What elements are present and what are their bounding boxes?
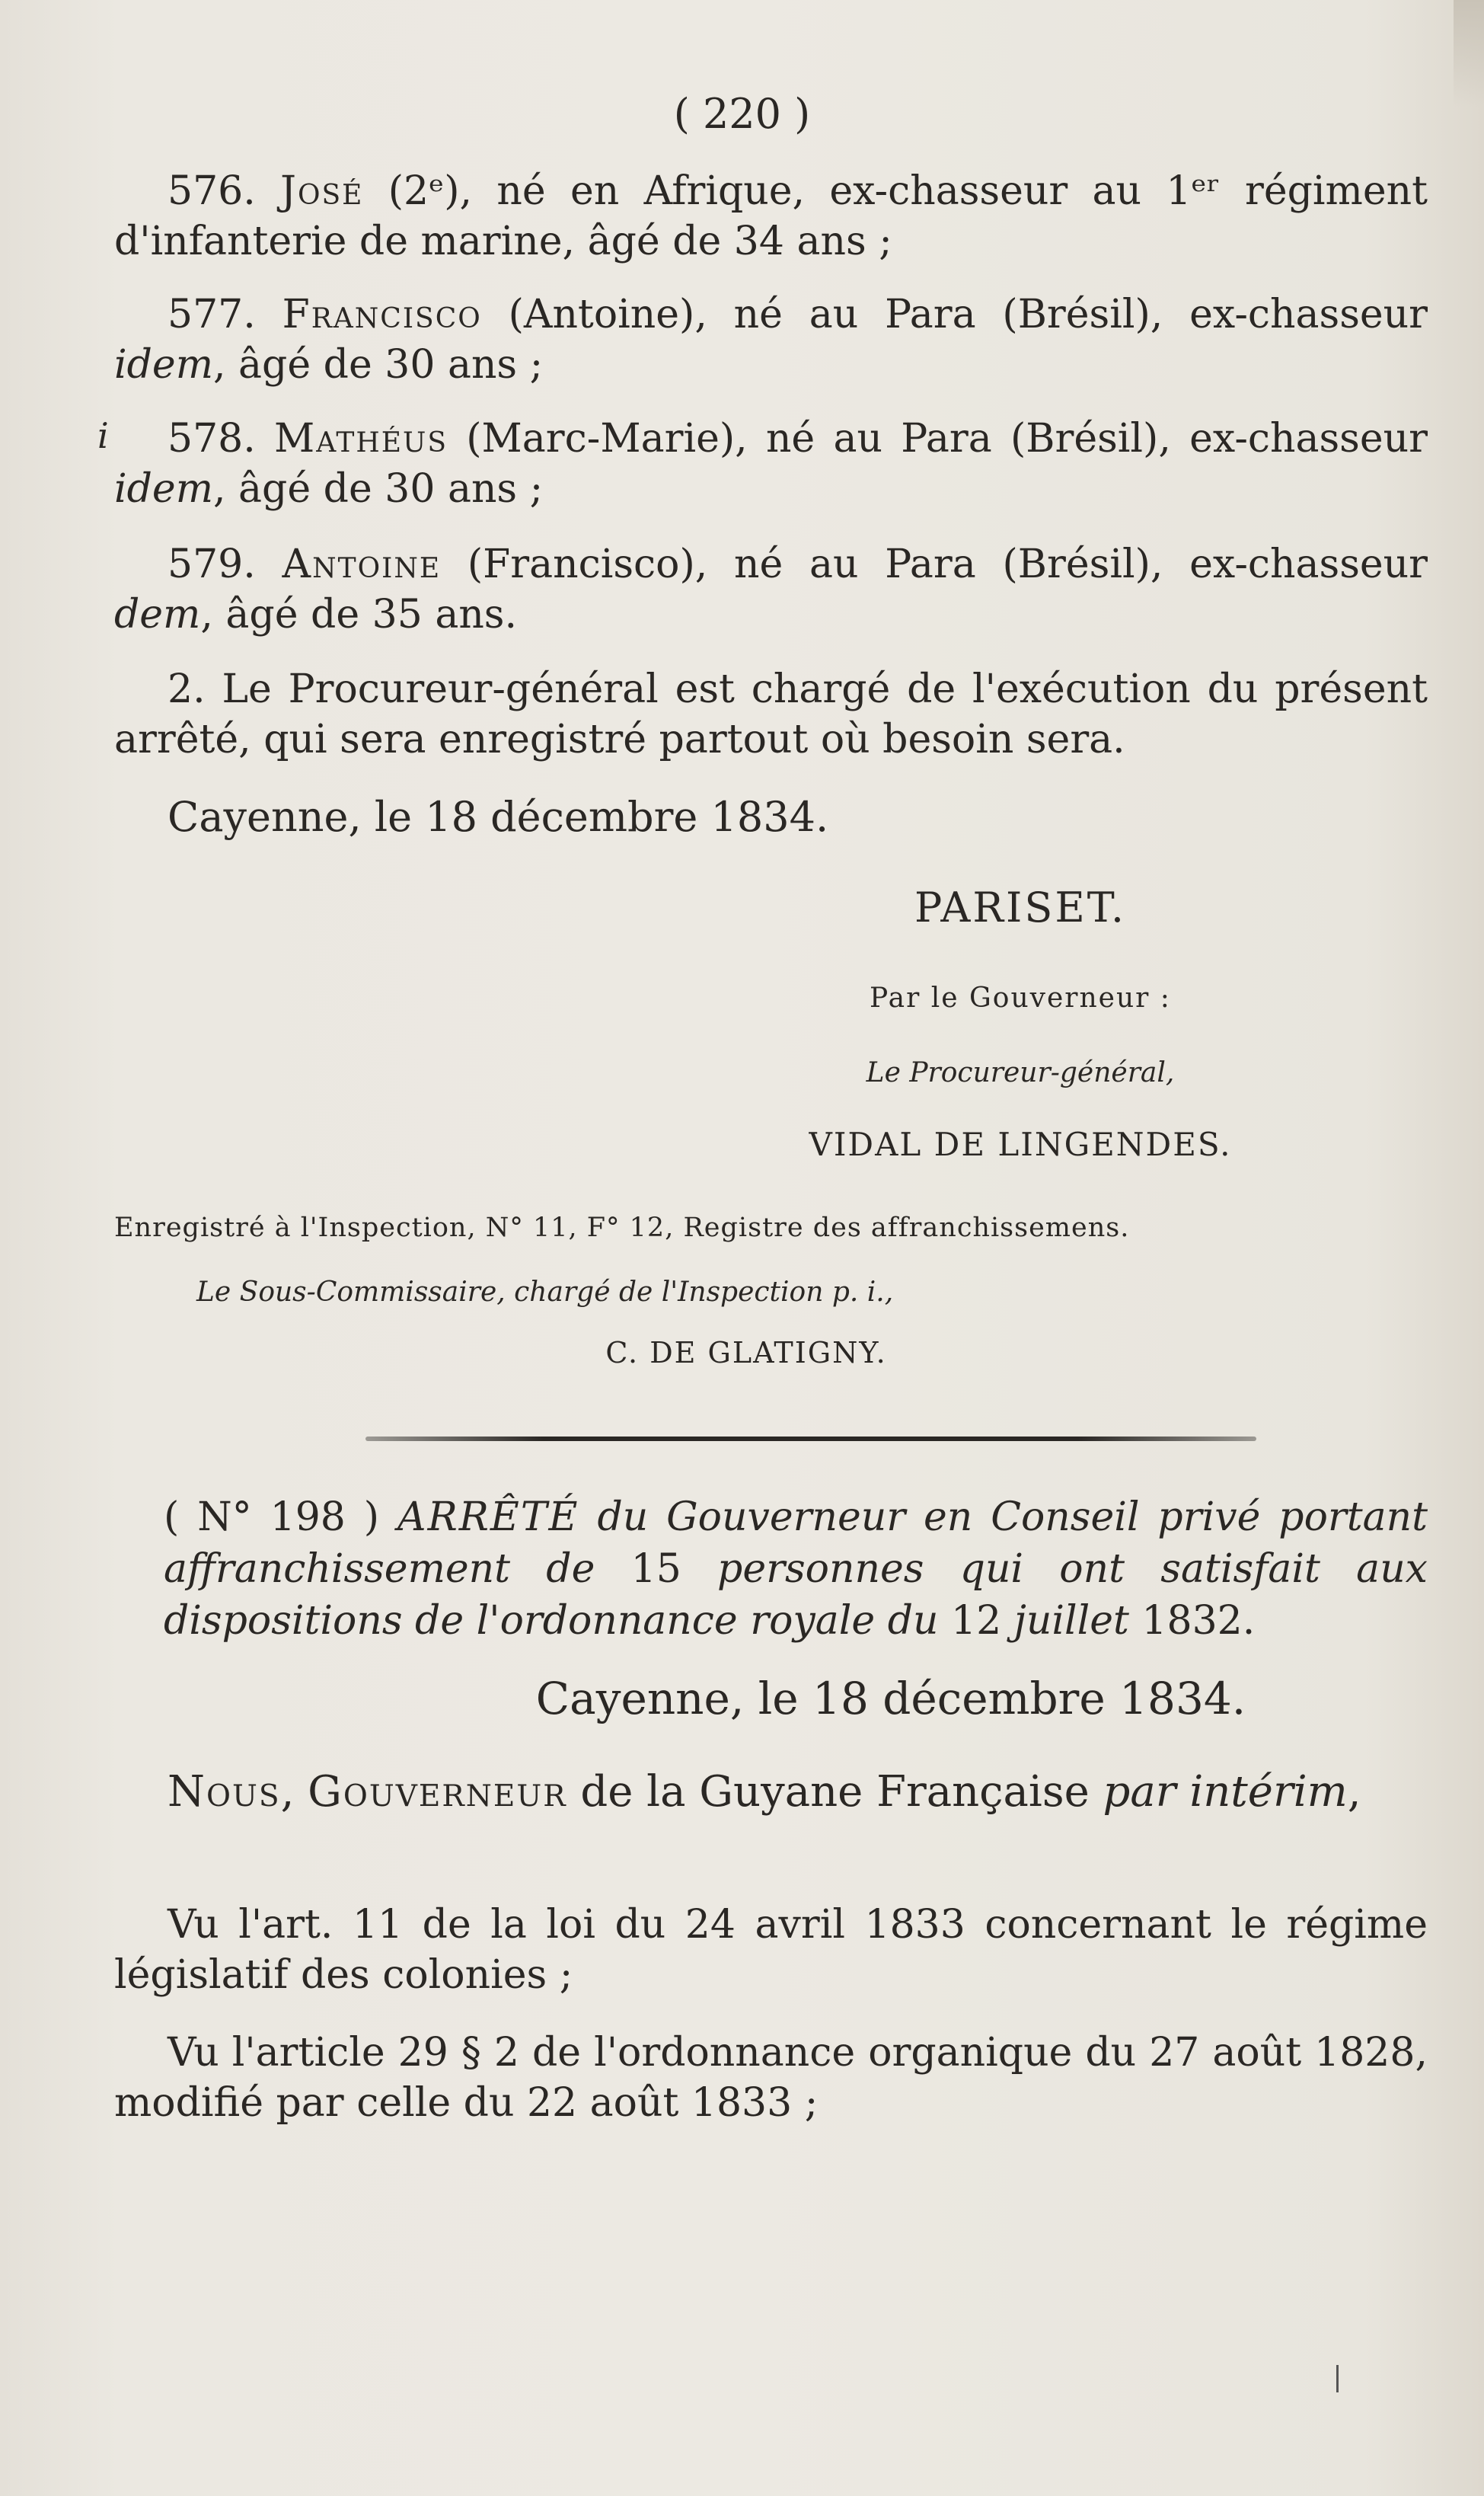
- entry-idem: dem: [114, 592, 201, 638]
- decree-year: 1832: [1141, 1598, 1243, 1644]
- sous-commissaire: Le Sous-Commissaire, chargé de l'Inspection p. i.,: [196, 1277, 894, 1308]
- margin-annotation: i: [97, 415, 109, 456]
- page-number: ( 220 ): [673, 90, 811, 138]
- article-2: 2. Le Procureur-général est chargé de l'exécution du présent arrêté, qui sera enregistré partout où besoin sera.: [114, 666, 1428, 762]
- decree-number: ( N° 198 ): [164, 1494, 380, 1540]
- par-le-gouverneur: Par le Gouverneur :: [870, 983, 1171, 1014]
- vu-paragraph-1: Vu l'art. 11 de la loi du 24 avril 1833 concernant le régime législatif des colonies ;: [114, 1902, 1428, 1998]
- entry-number: 576.: [168, 168, 256, 214]
- place-date-2: Cayenne, le 18 décembre 1834.: [535, 1673, 1246, 1724]
- decree-count: 15: [630, 1546, 681, 1592]
- entry-text-end: , âgé de 35 ans.: [200, 592, 518, 638]
- decree-heading: [164, 1491, 1428, 1647]
- entry-577: [114, 289, 1428, 390]
- preamble: Nous, Gouverneur de la Guyane Française par intérim,: [168, 1767, 1361, 1817]
- place-date-1: Cayenne, le 18 décembre 1834.: [168, 793, 829, 841]
- entry-text-end: , âgé de 30 ans ;: [213, 466, 544, 512]
- entry-579: [114, 539, 1428, 640]
- entry-number: 579.: [168, 542, 256, 587]
- preamble-text: de la Guyane Française: [566, 1767, 1103, 1817]
- entry-text: (Marc-Marie), né au Para (Brésil), ex-chasseur: [448, 416, 1428, 462]
- entry-576: [114, 166, 1428, 267]
- section-divider: [365, 1437, 1256, 1441]
- registration-line: Enregistré à l'Inspection, N° 11, F° 12, Registre des affranchissemens.: [114, 1213, 1130, 1243]
- preamble-nous: Nous: [168, 1767, 281, 1817]
- signature-glatigny: C. DE GLATIGNY.: [605, 1336, 887, 1369]
- margin-tick-mark: [1336, 2365, 1339, 2392]
- decree-title-2: personnes qui ont satisfait aux dispositions de l'ordonnance royale du: [164, 1546, 1428, 1644]
- entry-name: Antoine: [282, 542, 442, 587]
- vu-paragraph-2: Vu l'article 29 § 2 de l'ordonnance organique du 27 août 1828, modifié par celle du 22 août 1833 ;: [114, 2030, 1428, 2126]
- decree-end: .: [1242, 1598, 1256, 1644]
- preamble-end: ,: [1347, 1767, 1361, 1817]
- decree-title-1: du Gouverneur en Conseil privé portant affranchissement de: [164, 1494, 1428, 1592]
- entry-idem: idem: [114, 466, 213, 512]
- decree-title-caps: ARRÊTÉ: [397, 1494, 579, 1540]
- entry-name: José: [280, 168, 364, 214]
- entry-name: Francisco: [282, 292, 482, 337]
- preamble-interim: par intérim: [1103, 1767, 1348, 1817]
- entry-number: 578.: [168, 416, 256, 462]
- entry-number: 577.: [168, 292, 256, 337]
- signature-vidal: VIDAL DE LINGENDES.: [809, 1126, 1232, 1163]
- entry-text: (2ᵉ), né en Afrique, ex-chasseur au 1ᵉʳ régiment d'infanterie de marine, âgé de 34 ans ;: [114, 168, 1428, 264]
- signature-pariset: PARISET.: [914, 884, 1127, 932]
- entry-578: [114, 414, 1428, 514]
- entry-text: (Antoine), né au Para (Brésil), ex-chasseur: [481, 292, 1428, 337]
- procureur-title: Le Procureur-général,: [866, 1057, 1175, 1088]
- entry-text-end: , âgé de 30 ans ;: [213, 342, 544, 388]
- decree-day: 12: [951, 1598, 1002, 1644]
- decree-month: juillet: [1001, 1598, 1142, 1644]
- entry-idem: idem: [114, 342, 213, 388]
- entry-text: (Francisco), né au Para (Brésil), ex-chasseur: [441, 542, 1428, 587]
- entry-name: Mathéus: [274, 416, 448, 462]
- preamble-gouverneur: Gouverneur: [308, 1767, 567, 1817]
